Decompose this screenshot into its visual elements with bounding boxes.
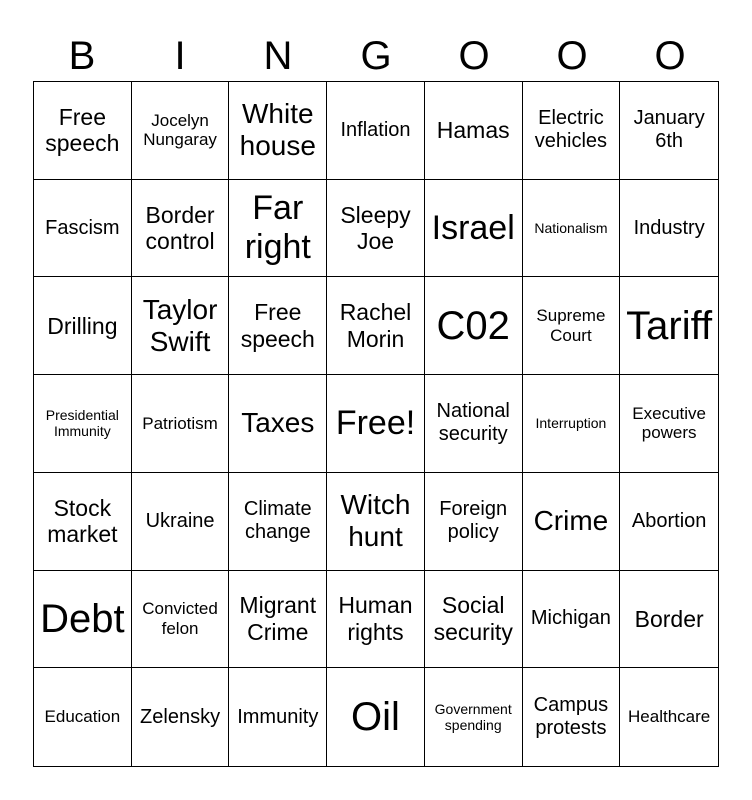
bingo-cell[interactable]: C02 bbox=[425, 277, 523, 375]
header-letter: B bbox=[68, 34, 96, 78]
bingo-cell[interactable]: Healthcare bbox=[628, 707, 711, 727]
bingo-cell[interactable]: Border bbox=[620, 571, 718, 669]
bingo-cell[interactable]: Free speech bbox=[34, 82, 132, 180]
bingo-cell[interactable]: Immunity bbox=[229, 668, 327, 766]
bingo-cell[interactable]: Human rights bbox=[327, 571, 425, 669]
header-letter: G bbox=[360, 34, 392, 78]
bingo-cell[interactable]: Hamas bbox=[425, 82, 523, 180]
bingo-cell[interactable]: Abortion bbox=[620, 473, 718, 571]
bingo-cell[interactable]: Ukraine bbox=[132, 473, 230, 571]
bingo-cell[interactable]: Witch hunt bbox=[327, 473, 425, 571]
bingo-cell[interactable]: Sleepy Joe bbox=[327, 180, 425, 278]
bingo-cell[interactable]: Rachel Morin bbox=[327, 277, 425, 375]
bingo-cell[interactable]: Presidential Immunity bbox=[34, 375, 132, 473]
bingo-board bbox=[33, 81, 719, 767]
header-letter: O bbox=[458, 34, 490, 78]
bingo-cell[interactable]: Stock market bbox=[34, 473, 132, 571]
bingo-cell[interactable]: Taxes bbox=[229, 375, 327, 473]
bingo-cell[interactable]: Interruption bbox=[523, 375, 621, 473]
bingo-cell[interactable]: White house bbox=[229, 82, 327, 180]
bingo-cell[interactable]: Far right bbox=[229, 180, 327, 278]
bingo-cell[interactable]: Fascism bbox=[34, 180, 132, 278]
bingo-header bbox=[33, 30, 719, 82]
bingo-cell[interactable]: Border control bbox=[132, 180, 230, 278]
bingo-cell[interactable]: Jocelyn Nungaray bbox=[132, 82, 230, 180]
bingo-cell[interactable]: Electric vehicles bbox=[523, 82, 621, 180]
bingo-cell[interactable]: Taylor Swift bbox=[132, 277, 230, 375]
bingo-cell[interactable]: Crime bbox=[523, 473, 621, 571]
bingo-cell[interactable]: Education bbox=[34, 668, 132, 766]
bingo-cell[interactable]: Government spending bbox=[425, 668, 523, 766]
bingo-cell[interactable]: Migrant Crime bbox=[229, 571, 327, 669]
header-letter: N bbox=[263, 34, 293, 78]
bingo-cell[interactable]: Climate change bbox=[229, 473, 327, 571]
header-letter: I bbox=[174, 34, 186, 78]
bingo-cell[interactable]: Social security bbox=[425, 571, 523, 669]
bingo-cell[interactable]: Drilling bbox=[34, 277, 132, 375]
bingo-cell[interactable]: Industry bbox=[620, 180, 718, 278]
bingo-cell[interactable]: Michigan bbox=[523, 571, 621, 669]
header-letter: O bbox=[654, 34, 686, 78]
bingo-cell[interactable]: Foreign policy bbox=[425, 473, 523, 571]
bingo-cell[interactable]: National security bbox=[425, 375, 523, 473]
bingo-cell[interactable]: Zelensky bbox=[132, 668, 230, 766]
bingo-cell[interactable]: January 6th bbox=[620, 82, 718, 180]
bingo-cell[interactable]: Patriotism bbox=[132, 375, 230, 473]
bingo-cell[interactable]: Convicted felon bbox=[132, 571, 230, 669]
bingo-cell[interactable]: Inflation bbox=[327, 82, 425, 180]
bingo-cell[interactable]: Supreme Court bbox=[523, 277, 621, 375]
bingo-cell[interactable]: Executive powers bbox=[620, 375, 718, 473]
bingo-cell[interactable]: Israel bbox=[425, 180, 523, 278]
bingo-cell[interactable]: Debt bbox=[34, 571, 132, 669]
bingo-cell[interactable]: Tariff bbox=[620, 277, 718, 375]
bingo-cell[interactable]: Nationalism bbox=[523, 180, 621, 278]
bingo-cell[interactable]: Free! bbox=[327, 375, 425, 473]
bingo-cell[interactable]: Free speech bbox=[229, 277, 327, 375]
header-letter: O bbox=[556, 34, 588, 78]
bingo-cell[interactable]: Oil bbox=[327, 668, 425, 766]
bingo-cell[interactable]: Campus protests bbox=[523, 668, 621, 766]
